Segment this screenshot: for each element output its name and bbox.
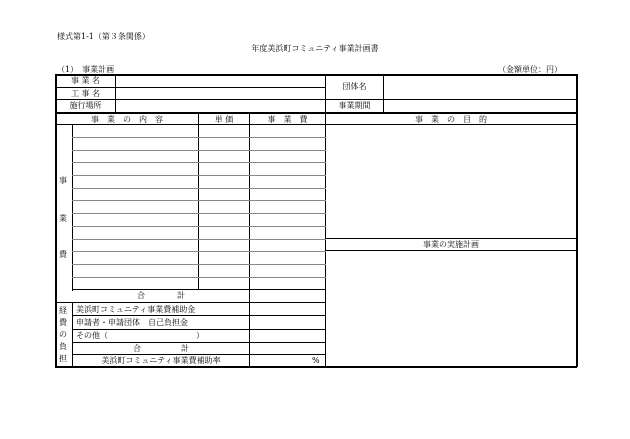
work-name-label: 工 事 名 [70, 89, 101, 98]
cost-row-line [72, 251, 326, 252]
cost-row-line [72, 277, 326, 278]
section-heading: （1） 事業計画 [57, 65, 115, 74]
page-title: 年度美浜町コミュニティ事業計画書 [251, 44, 379, 53]
town-subsidy-label: 美浜町コミュニティ事業費補助金 [76, 305, 196, 314]
cost-side-label: 業 [59, 214, 67, 223]
cost-side-label: 事 [59, 176, 67, 185]
project-name-label: 事 業 名 [70, 76, 101, 85]
subsidy-rate-label: 美浜町コミュニティ事業費補助率 [101, 356, 221, 365]
cost-row-line [72, 175, 326, 176]
burden-side-label: 担 [59, 354, 67, 363]
burden-side-label: 費 [59, 318, 67, 327]
cost-row-line [72, 226, 326, 227]
purpose-column-header: 事 業 の 目 的 [415, 115, 487, 124]
cost-row-line [72, 137, 326, 138]
burden-total-label: 合 計 [133, 344, 189, 353]
period-label: 事業期間 [338, 101, 371, 110]
self-burden-label: 申請者・申請団体 自己負担金 [76, 318, 188, 327]
burden-side-label: の [59, 330, 67, 339]
cost-row-line [72, 188, 326, 189]
group-name-label: 団体名 [342, 82, 367, 91]
other-burden-label: その他（ ） [76, 331, 204, 340]
unit-price-column-header: 単 価 [214, 115, 234, 124]
cost-row-line [72, 264, 326, 265]
cost-row-line [72, 213, 326, 214]
cost-row-line [72, 200, 326, 201]
content-column-header: 事 業 の 内 容 [91, 115, 163, 124]
form-number: 様式第1-1（第３条関係） [57, 32, 150, 41]
implementation-plan-header: 事業の実施計画 [423, 240, 479, 249]
cost-row-line [72, 162, 326, 163]
subsidy-rate-unit: % [312, 356, 320, 365]
burden-side-label: 経 [59, 306, 67, 315]
burden-side-label: 負 [59, 342, 67, 351]
amount-unit-note: （金額単位：円） [498, 65, 562, 74]
cost-row-line [72, 150, 326, 151]
subtotal-label: 合 計 [137, 291, 185, 300]
cost-side-label: 費 [59, 250, 67, 259]
cost-row-line [72, 239, 326, 240]
location-label: 施行場所 [69, 101, 102, 110]
cost-column-header: 事 業 費 [267, 115, 308, 124]
